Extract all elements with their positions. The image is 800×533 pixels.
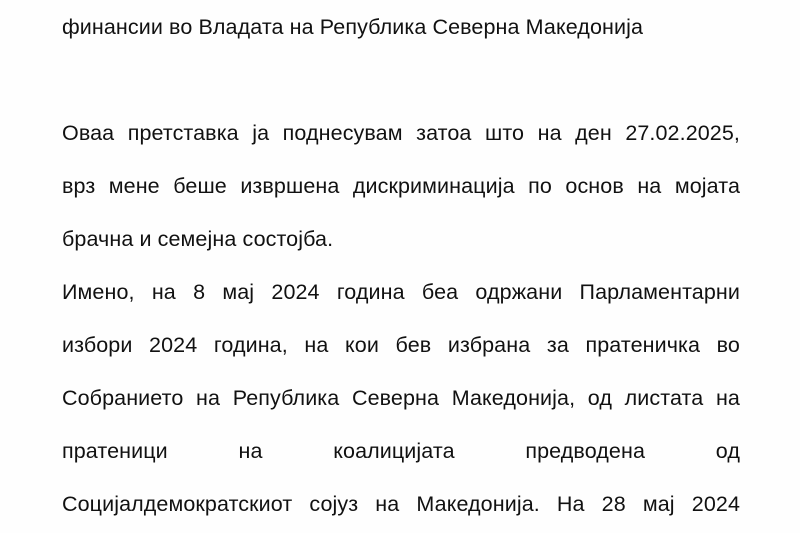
text-line-5: Имено, на 8 мај 2024 година беа одржани Парламентарни <box>62 280 740 304</box>
text-line-9: Социјалдемократскиот сојуз на Македонија. На 28 мај 2024 <box>62 492 740 516</box>
text-line-7: Собранието на Република Северна Македонија, од листата на <box>62 386 740 410</box>
text-line-1: финансии во Владата на Република Северна Македонија <box>62 15 644 39</box>
text-line-3: врз мене беше извршена дискриминација по основ на мојата <box>62 174 740 198</box>
text-line-2: Оваа претставка ја поднесувам затоа што на ден 27.02.2025, <box>62 121 740 145</box>
text-line-8: пратеници на коалицијата предводена од <box>62 439 740 463</box>
text-line-6: избори 2024 година, на кои бев избрана за пратеничка во <box>62 333 740 357</box>
text-line-4: брачна и семејна состојба. <box>62 227 334 251</box>
